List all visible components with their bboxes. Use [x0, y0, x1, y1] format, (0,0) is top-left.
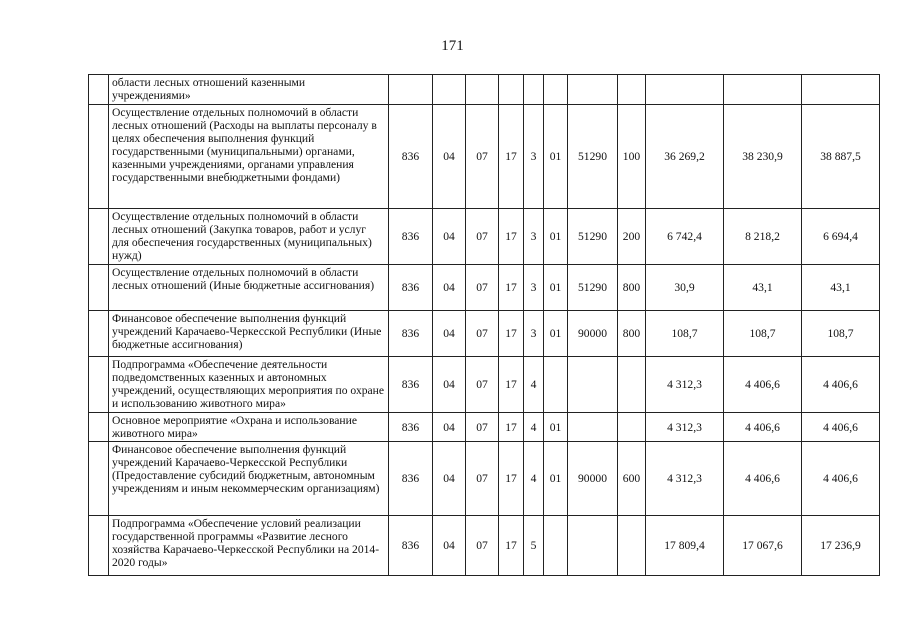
row-number-cell — [89, 357, 109, 413]
subsection-code-cell: 07 — [466, 442, 499, 516]
direction-code-cell — [568, 357, 618, 413]
program-code-cell — [499, 75, 524, 105]
page-number: 171 — [441, 38, 464, 54]
admin-code-cell: 836 — [389, 413, 433, 442]
section-code-cell: 04 — [433, 413, 466, 442]
amount-2019-cell: 4 406,6 — [724, 413, 802, 442]
table-row — [89, 265, 880, 311]
item-name-cell: Осуществление отдельных полномочий в области лесных отношений (Иные бюджетные ассигнования) — [109, 265, 389, 311]
program-code-cell: 17 — [499, 516, 524, 576]
event-code-cell: 01 — [544, 209, 568, 265]
amount-2018-cell: 30,9 — [646, 265, 724, 311]
admin-code-cell: 836 — [389, 442, 433, 516]
amount-2020-cell: 4 406,6 — [802, 442, 880, 516]
program-code-cell: 17 — [499, 209, 524, 265]
event-code-cell — [544, 516, 568, 576]
table-row — [89, 209, 880, 265]
subprogram-code-cell: 3 — [524, 311, 544, 357]
item-name-cell: Осуществление отдельных полномочий в области лесных отношений (Расходы на выплаты персоналу в целях обеспечения выполнения функций государственными (муниципальными) органами, казенными учреждениями, органами управления государственными внебюджетными фондами) — [109, 105, 389, 209]
table-row — [89, 413, 880, 442]
item-name-cell: Основное мероприятие «Охрана и использование животного мира» — [109, 413, 389, 442]
expense-type-code-cell — [618, 75, 646, 105]
section-code-cell: 04 — [433, 357, 466, 413]
item-name-cell: Финансовое обеспечение выполнения функций учреждений Карачаево-Черкесской Республики (Иные бюджетные ассигнования) — [109, 311, 389, 357]
amount-2020-cell: 38 887,5 — [802, 105, 880, 209]
table-row — [89, 105, 880, 209]
admin-code-cell — [389, 75, 433, 105]
amount-2018-cell: 4 312,3 — [646, 413, 724, 442]
row-number-cell — [89, 75, 109, 105]
section-code-cell: 04 — [433, 516, 466, 576]
subprogram-code-cell: 4 — [524, 442, 544, 516]
admin-code-cell: 836 — [389, 311, 433, 357]
amount-2020-cell: 4 406,6 — [802, 357, 880, 413]
section-code-cell — [433, 75, 466, 105]
section-code-cell: 04 — [433, 442, 466, 516]
direction-code-cell: 51290 — [568, 105, 618, 209]
section-code-cell: 04 — [433, 265, 466, 311]
subprogram-code-cell: 3 — [524, 209, 544, 265]
table-row — [89, 442, 880, 516]
amount-2018-cell: 4 312,3 — [646, 442, 724, 516]
program-code-cell: 17 — [499, 413, 524, 442]
expense-type-code-cell — [618, 516, 646, 576]
amount-2019-cell: 38 230,9 — [724, 105, 802, 209]
amount-2020-cell: 6 694,4 — [802, 209, 880, 265]
subprogram-code-cell: 3 — [524, 105, 544, 209]
table-row — [89, 311, 880, 357]
amount-2018-cell: 4 312,3 — [646, 357, 724, 413]
event-code-cell: 01 — [544, 105, 568, 209]
row-number-cell — [89, 209, 109, 265]
amount-2020-cell: 17 236,9 — [802, 516, 880, 576]
direction-code-cell: 51290 — [568, 209, 618, 265]
row-number-cell — [89, 265, 109, 311]
row-number-cell — [89, 413, 109, 442]
program-code-cell: 17 — [499, 105, 524, 209]
amount-2019-cell: 4 406,6 — [724, 357, 802, 413]
table-row — [89, 516, 880, 576]
event-code-cell — [544, 75, 568, 105]
program-code-cell: 17 — [499, 442, 524, 516]
amount-2020-cell — [802, 75, 880, 105]
section-code-cell: 04 — [433, 311, 466, 357]
amount-2019-cell: 4 406,6 — [724, 442, 802, 516]
row-number-cell — [89, 311, 109, 357]
budget-table — [88, 74, 880, 576]
amount-2019-cell: 8 218,2 — [724, 209, 802, 265]
program-code-cell: 17 — [499, 265, 524, 311]
expense-type-code-cell — [618, 357, 646, 413]
item-name-cell: Осуществление отдельных полномочий в области лесных отношений (Закупка товаров, работ и услуг для обеспечения государственных (муниципальных) нужд) — [109, 209, 389, 265]
expense-type-code-cell: 800 — [618, 265, 646, 311]
event-code-cell: 01 — [544, 265, 568, 311]
subsection-code-cell: 07 — [466, 516, 499, 576]
expense-type-code-cell: 200 — [618, 209, 646, 265]
amount-2020-cell: 43,1 — [802, 265, 880, 311]
subprogram-code-cell: 3 — [524, 265, 544, 311]
subsection-code-cell: 07 — [466, 357, 499, 413]
direction-code-cell — [568, 516, 618, 576]
direction-code-cell — [568, 75, 618, 105]
event-code-cell: 01 — [544, 311, 568, 357]
admin-code-cell: 836 — [389, 265, 433, 311]
item-name-cell: Подпрограмма «Обеспечение деятельности подведомственных казенных и автономных учреждений, осуществляющих мероприятия по охране и использованию животного мира» — [109, 357, 389, 413]
amount-2020-cell: 108,7 — [802, 311, 880, 357]
program-code-cell: 17 — [499, 311, 524, 357]
direction-code-cell: 90000 — [568, 442, 618, 516]
table-row — [89, 75, 880, 105]
subsection-code-cell: 07 — [466, 311, 499, 357]
row-number-cell — [89, 516, 109, 576]
subprogram-code-cell: 4 — [524, 413, 544, 442]
admin-code-cell: 836 — [389, 209, 433, 265]
event-code-cell: 01 — [544, 442, 568, 516]
admin-code-cell: 836 — [389, 105, 433, 209]
direction-code-cell — [568, 413, 618, 442]
row-number-cell — [89, 105, 109, 209]
row-number-cell — [89, 442, 109, 516]
amount-2019-cell: 108,7 — [724, 311, 802, 357]
subsection-code-cell: 07 — [466, 105, 499, 209]
amount-2018-cell: 108,7 — [646, 311, 724, 357]
item-name-cell: Финансовое обеспечение выполнения функций учреждений Карачаево-Черкесской Республики (Предоставление субсидий бюджетным, автономным учреждениям и иным некоммерческим организациям) — [109, 442, 389, 516]
section-code-cell: 04 — [433, 209, 466, 265]
subprogram-code-cell: 4 — [524, 357, 544, 413]
subsection-code-cell: 07 — [466, 265, 499, 311]
amount-2018-cell: 6 742,4 — [646, 209, 724, 265]
event-code-cell — [544, 357, 568, 413]
subprogram-code-cell — [524, 75, 544, 105]
direction-code-cell: 51290 — [568, 265, 618, 311]
amount-2019-cell — [724, 75, 802, 105]
subprogram-code-cell: 5 — [524, 516, 544, 576]
subsection-code-cell: 07 — [466, 413, 499, 442]
amount-2020-cell: 4 406,6 — [802, 413, 880, 442]
admin-code-cell: 836 — [389, 516, 433, 576]
amount-2019-cell: 17 067,6 — [724, 516, 802, 576]
subsection-code-cell — [466, 75, 499, 105]
admin-code-cell: 836 — [389, 357, 433, 413]
amount-2018-cell: 36 269,2 — [646, 105, 724, 209]
table-row — [89, 357, 880, 413]
expense-type-code-cell: 100 — [618, 105, 646, 209]
expense-type-code-cell: 800 — [618, 311, 646, 357]
subsection-code-cell: 07 — [466, 209, 499, 265]
item-name-cell: Подпрограмма «Обеспечение условий реализации государственной программы «Развитие лесного хозяйства Карачаево-Черкесской Республики на 2014-2020 годы» — [109, 516, 389, 576]
expense-type-code-cell — [618, 413, 646, 442]
item-name-cell: области лесных отношений казенными учреждениями» — [109, 75, 389, 105]
section-code-cell: 04 — [433, 105, 466, 209]
amount-2018-cell — [646, 75, 724, 105]
program-code-cell: 17 — [499, 357, 524, 413]
amount-2018-cell: 17 809,4 — [646, 516, 724, 576]
expense-type-code-cell: 600 — [618, 442, 646, 516]
event-code-cell: 01 — [544, 413, 568, 442]
direction-code-cell: 90000 — [568, 311, 618, 357]
amount-2019-cell: 43,1 — [724, 265, 802, 311]
